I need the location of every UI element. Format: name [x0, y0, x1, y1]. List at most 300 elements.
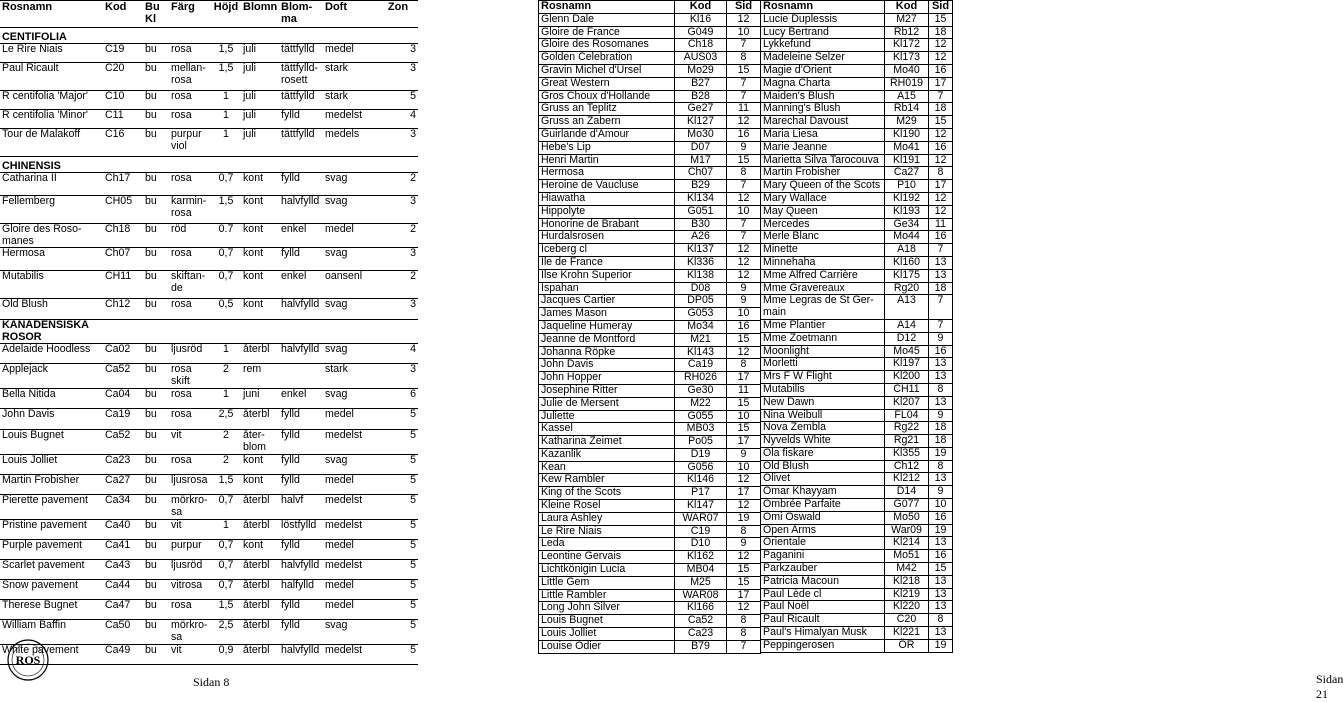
- index-code: Rg21: [885, 435, 929, 448]
- index-name: Mme Plantier: [761, 319, 885, 332]
- index-page: 7: [929, 244, 953, 257]
- index-page: 10: [929, 499, 953, 512]
- index-code: M17: [675, 154, 727, 167]
- cell-zone: 3: [378, 248, 418, 271]
- index-row: [761, 447, 953, 460]
- index-name: Minnehaha: [761, 256, 885, 269]
- index-page: 16: [929, 345, 953, 358]
- cell-zone: 4: [378, 344, 418, 364]
- index-row: [539, 52, 761, 65]
- index-code: Kl221: [885, 627, 929, 640]
- index-code: Ch18: [675, 39, 727, 52]
- cell-bu-kl: bu: [143, 224, 169, 248]
- cell-color: vitrosa: [169, 580, 211, 600]
- index-page: 12: [727, 13, 761, 26]
- cell-code: Ca49: [103, 645, 143, 665]
- index-name: Lichtkönigin Lucia: [539, 564, 675, 577]
- cell-code: Ca50: [103, 620, 143, 645]
- index-name: Marietta Silva Tarocouva: [761, 154, 885, 167]
- cell-code: C20: [103, 63, 143, 91]
- cell-bloom-time: kont: [241, 475, 279, 495]
- index-name: Mutabilis: [761, 383, 885, 396]
- index-name: Ile de France: [539, 256, 675, 269]
- index-code: Kl220: [885, 601, 929, 614]
- index-page: 19: [929, 639, 953, 652]
- index-page: 7: [727, 39, 761, 52]
- index-row: [539, 525, 761, 538]
- index-page: 13: [929, 269, 953, 282]
- index-page: 8: [727, 628, 761, 641]
- table-row: [0, 520, 418, 540]
- index-row: [539, 77, 761, 90]
- index-row: [761, 116, 953, 129]
- cell-height: 1: [211, 129, 241, 157]
- cell-height: 0,7: [211, 271, 241, 299]
- index-page: 18: [929, 26, 953, 39]
- index-code: D19: [675, 448, 727, 461]
- index-row: [761, 537, 953, 550]
- index-code: B30: [675, 218, 727, 231]
- index-name: Lucy Bertrand: [761, 26, 885, 39]
- cell-bu-kl: bu: [143, 389, 169, 409]
- cell-code: Ca27: [103, 475, 143, 495]
- cell-bloom-form: tättfylld- rosett: [279, 63, 323, 91]
- index-row: [539, 423, 761, 436]
- cell-zone: 3: [378, 44, 418, 63]
- index-code: D12: [885, 332, 929, 345]
- cell-bloom-form: fylld: [279, 620, 323, 645]
- index-row: [761, 435, 953, 448]
- cell-bloom-time: återbl: [241, 409, 279, 430]
- cell-code: Ch18: [103, 224, 143, 248]
- index-name: Gros Choux d'Hollande: [539, 90, 675, 103]
- index-row: [539, 282, 761, 295]
- cell-height: 1,5: [211, 63, 241, 91]
- index-row: [761, 486, 953, 499]
- column-header-code: Kod: [103, 1, 143, 28]
- index-name: Paul Ricault: [761, 614, 885, 627]
- cell-bu-kl: bu: [143, 110, 169, 129]
- index-code: Kl336: [675, 256, 727, 269]
- index-page: 18: [929, 282, 953, 295]
- index-page: 10: [727, 26, 761, 39]
- cell-code: Ca52: [103, 364, 143, 389]
- table-row: [0, 495, 418, 520]
- table-row: [0, 580, 418, 600]
- index-name: Hiawatha: [539, 192, 675, 205]
- cell-height: 1: [211, 389, 241, 409]
- cell-zone: 3: [378, 63, 418, 91]
- index-code: Kl134: [675, 192, 727, 205]
- index-row: [761, 550, 953, 563]
- cell-bu-kl: bu: [143, 495, 169, 520]
- cell-fragrance: stark: [323, 91, 378, 110]
- index-code: Ca19: [675, 359, 727, 372]
- cell-bu-kl: bu: [143, 409, 169, 430]
- cell-bloom-time: återbl: [241, 560, 279, 580]
- column-header-zone: Zon: [378, 1, 418, 28]
- cell-fragrance: medel: [323, 475, 378, 495]
- cell-bloom-form: fylld: [279, 455, 323, 475]
- cell-color: vit: [169, 520, 211, 540]
- index-row: [539, 640, 761, 653]
- cell-color: rosa: [169, 91, 211, 110]
- cell-bu-kl: bu: [143, 129, 169, 157]
- index-name: Louis Bugnet: [539, 615, 675, 628]
- cell-fragrance: svag: [323, 173, 378, 196]
- index-name: Olivet: [761, 473, 885, 486]
- cell-bloom-time: återbl: [241, 520, 279, 540]
- cell-fragrance: medelst: [323, 560, 378, 580]
- cell-code: Ch07: [103, 248, 143, 271]
- index-name: Kleine Rosel: [539, 500, 675, 513]
- index-code: WAR08: [675, 589, 727, 602]
- cell-bu-kl: bu: [143, 364, 169, 389]
- cell-bu-kl: bu: [143, 600, 169, 620]
- index-page: 9: [727, 282, 761, 295]
- cell-fragrance: oansenl: [323, 271, 378, 299]
- table-row: [0, 344, 418, 364]
- index-row: [761, 383, 953, 396]
- cell-code: Ca04: [103, 389, 143, 409]
- index-page: 16: [929, 64, 953, 77]
- column-header-color: Färg: [169, 1, 211, 28]
- index-code: C19: [675, 525, 727, 538]
- cell-color: vit: [169, 430, 211, 455]
- cell-bloom-form: halvfylld: [279, 344, 323, 364]
- page-number-right: Sidan 21: [1316, 672, 1343, 701]
- index-name: Magie d'Orient: [761, 64, 885, 77]
- cell-color: skiftan- de: [169, 271, 211, 299]
- cell-rose-name: Tour de Malakoff: [0, 129, 103, 157]
- index-code: Ch07: [675, 167, 727, 180]
- cell-zone: 5: [378, 620, 418, 645]
- index-code: B29: [675, 180, 727, 193]
- index-row: [539, 500, 761, 513]
- index-page: 12: [727, 602, 761, 615]
- index-page: 15: [727, 397, 761, 410]
- index-page: 16: [727, 128, 761, 141]
- cell-bu-kl: bu: [143, 44, 169, 63]
- index-row: [761, 345, 953, 358]
- index-code: Rb12: [885, 26, 929, 39]
- index-page: 12: [929, 128, 953, 141]
- cell-color: vit: [169, 645, 211, 665]
- index-row: [539, 372, 761, 385]
- cell-fragrance: medel: [323, 409, 378, 430]
- index-page: 15: [727, 564, 761, 577]
- index-row: [761, 358, 953, 371]
- cell-code: Ca02: [103, 344, 143, 364]
- index-code: M21: [675, 333, 727, 346]
- cell-rose-name: John Davis: [0, 409, 103, 430]
- rose-catalog-table: [0, 0, 418, 665]
- index-page: 18: [929, 422, 953, 435]
- index-name: Honorine de Brabant: [539, 218, 675, 231]
- cell-bloom-form: fylld: [279, 248, 323, 271]
- index-code: FL04: [885, 409, 929, 422]
- cell-bu-kl: bu: [143, 91, 169, 110]
- cell-height: 0,7: [211, 560, 241, 580]
- index-name: Orientale: [761, 537, 885, 550]
- index-row: [539, 103, 761, 116]
- index-name: Katharina Zeimet: [539, 436, 675, 449]
- table-row: [0, 645, 418, 665]
- index-code: Kl212: [885, 473, 929, 486]
- index-row: [761, 295, 953, 320]
- index-name: Guirlande d'Amour: [539, 128, 675, 141]
- index-name: Gravin Michel d'Ursel: [539, 64, 675, 77]
- cell-bloom-form: tättfylld: [279, 129, 323, 157]
- index-row: [761, 422, 953, 435]
- index-row: [761, 575, 953, 588]
- cell-height: 1,5: [211, 475, 241, 495]
- index-page: 12: [727, 244, 761, 257]
- index-page: 15: [929, 116, 953, 129]
- index-page: 18: [929, 103, 953, 116]
- index-row: [761, 141, 953, 154]
- cell-bu-kl: bu: [143, 63, 169, 91]
- column-header-fragrance: Doft: [323, 1, 378, 28]
- index-code: B27: [675, 77, 727, 90]
- index-code: Kl138: [675, 269, 727, 282]
- cell-fragrance: medelst: [323, 110, 378, 129]
- index-row: [761, 154, 953, 167]
- index-page: 18: [929, 435, 953, 448]
- cell-code: Ca40: [103, 520, 143, 540]
- index-page: 16: [929, 550, 953, 563]
- index-code: Kl207: [885, 396, 929, 409]
- index-page: 15: [929, 13, 953, 26]
- index-row: [761, 231, 953, 244]
- index-name: Madeleine Selzer: [761, 52, 885, 65]
- cell-fragrance: svag: [323, 248, 378, 271]
- index-code: B79: [675, 640, 727, 653]
- cell-code: C11: [103, 110, 143, 129]
- index-row: [761, 103, 953, 116]
- index-name: Louise Odier: [539, 640, 675, 653]
- section-header: [0, 157, 418, 173]
- index-row: [539, 410, 761, 423]
- table-row: [0, 430, 418, 455]
- index-code: Ge30: [675, 384, 727, 397]
- index-name: Paganini: [761, 550, 885, 563]
- cell-fragrance: medelst: [323, 495, 378, 520]
- cell-bloom-time: kont: [241, 196, 279, 224]
- cell-bu-kl: bu: [143, 248, 169, 271]
- index-row: [539, 436, 761, 449]
- cell-bloom-time: åter- blom: [241, 430, 279, 455]
- index-page: 12: [929, 192, 953, 205]
- index-page: 7: [727, 231, 761, 244]
- index-code: Kl173: [885, 52, 929, 65]
- index-code: Mo45: [885, 345, 929, 358]
- index-name: Old Blush: [761, 460, 885, 473]
- cell-code: Ca52: [103, 430, 143, 455]
- index-code: Ge34: [885, 218, 929, 231]
- index-row: [539, 154, 761, 167]
- cell-bloom-form: [279, 364, 323, 389]
- cell-fragrance: medels: [323, 129, 378, 157]
- index-row: [761, 26, 953, 39]
- index-name: Mrs F W Flight: [761, 371, 885, 384]
- table-row: [0, 271, 418, 299]
- cell-height: 0,7: [211, 495, 241, 520]
- index-name: Maria Liesa: [761, 128, 885, 141]
- cell-code: Ca41: [103, 540, 143, 560]
- index-name: Heroine de Vaucluse: [539, 180, 675, 193]
- index-code: Kl137: [675, 244, 727, 257]
- cell-fragrance: medel: [323, 600, 378, 620]
- cell-bloom-time: återbl: [241, 580, 279, 600]
- index-row: [539, 244, 761, 257]
- cell-rose-name: Applejack: [0, 364, 103, 389]
- index-row: [761, 319, 953, 332]
- index-name: Laura Ashley: [539, 512, 675, 525]
- index-row: [539, 13, 761, 26]
- cell-fragrance: svag: [323, 344, 378, 364]
- cell-bu-kl: bu: [143, 520, 169, 540]
- cell-bloom-form: halvfylld: [279, 196, 323, 224]
- table-row: [0, 248, 418, 271]
- index-row: [539, 487, 761, 500]
- index-name: John Hopper: [539, 372, 675, 385]
- cell-fragrance: medelst: [323, 430, 378, 455]
- index-page: 7: [727, 90, 761, 103]
- cell-rose-name: Old Blush: [0, 299, 103, 320]
- index-code: B28: [675, 90, 727, 103]
- cell-height: 1,5: [211, 600, 241, 620]
- index-name: Maiden's Blush: [761, 90, 885, 103]
- index-row: [539, 231, 761, 244]
- index-code: Mo44: [885, 231, 929, 244]
- cell-bloom-form: fylld: [279, 600, 323, 620]
- cell-height: 2: [211, 455, 241, 475]
- index-row: [539, 90, 761, 103]
- index-code: M22: [675, 397, 727, 410]
- index-row: [539, 615, 761, 628]
- rose-index-table-1: [538, 0, 761, 654]
- index-name: Little Rambler: [539, 589, 675, 602]
- cell-color: rosa: [169, 248, 211, 271]
- index-row: [539, 576, 761, 589]
- index-page: 10: [727, 410, 761, 423]
- cell-bloom-time: juli: [241, 129, 279, 157]
- index-code: A13: [885, 295, 929, 320]
- index-page: 11: [727, 384, 761, 397]
- index-page: 13: [929, 396, 953, 409]
- section-header: [0, 28, 418, 44]
- index-code: G056: [675, 461, 727, 474]
- index-page: 12: [929, 52, 953, 65]
- cell-rose-name: Martin Frobisher: [0, 475, 103, 495]
- cell-zone: 5: [378, 430, 418, 455]
- index-row: [761, 588, 953, 601]
- cell-rose-name: Hermosa: [0, 248, 103, 271]
- index-code: Mo34: [675, 320, 727, 333]
- index-name: Mme Legras de St Ger- main: [761, 295, 885, 320]
- index-name: Lucie Duplessis: [761, 13, 885, 26]
- table-row: [0, 196, 418, 224]
- cell-zone: 3: [378, 364, 418, 389]
- index-code: D07: [675, 141, 727, 154]
- index-row: [761, 192, 953, 205]
- index-code: Kl193: [885, 205, 929, 218]
- index-page: 16: [929, 231, 953, 244]
- index-name: James Mason: [539, 308, 675, 321]
- index-code: M27: [885, 13, 929, 26]
- index-name: Gruss an Zabern: [539, 116, 675, 129]
- index-page: 12: [929, 154, 953, 167]
- cell-color: karmin- rosa: [169, 196, 211, 224]
- cell-zone: 2: [378, 173, 418, 196]
- cell-bu-kl: bu: [143, 430, 169, 455]
- cell-zone: 5: [378, 475, 418, 495]
- index-name: Long John Silver: [539, 602, 675, 615]
- index-name: Paul Noël: [761, 601, 885, 614]
- index-header-name: Rosnamn: [761, 1, 885, 14]
- index-name: Juliette: [539, 410, 675, 423]
- cell-bloom-time: återbl: [241, 620, 279, 645]
- index-name: Omar Khayyam: [761, 486, 885, 499]
- rose-index-table-2: [760, 0, 953, 653]
- index-row: [539, 628, 761, 641]
- cell-rose-name: Louis Jolliet: [0, 455, 103, 475]
- table-row: [0, 409, 418, 430]
- index-row: [761, 409, 953, 422]
- index-page: 11: [727, 103, 761, 116]
- cell-height: 0,7: [211, 540, 241, 560]
- cell-bloom-form: enkel: [279, 389, 323, 409]
- cell-height: 1: [211, 91, 241, 110]
- index-page: 12: [929, 39, 953, 52]
- index-name: Mme Gravereaux: [761, 282, 885, 295]
- cell-bu-kl: bu: [143, 196, 169, 224]
- index-code: Kl191: [885, 154, 929, 167]
- index-code: Ca27: [885, 167, 929, 180]
- index-row: [761, 601, 953, 614]
- index-code: Kl146: [675, 474, 727, 487]
- cell-color: rosa: [169, 409, 211, 430]
- index-row: [761, 460, 953, 473]
- cell-bloom-form: löstfylld: [279, 520, 323, 540]
- cell-zone: 4: [378, 110, 418, 129]
- column-header-height: Höjd: [211, 1, 241, 28]
- section-title: KANADENSISKA ROSOR: [0, 320, 418, 344]
- index-name: Magna Charta: [761, 77, 885, 90]
- index-name: Minette: [761, 244, 885, 257]
- index-row: [539, 474, 761, 487]
- index-name: Le Rire Niais: [539, 525, 675, 538]
- left-page: [0, 0, 418, 689]
- cell-code: Ca23: [103, 455, 143, 475]
- index-page: 12: [727, 500, 761, 513]
- cell-rose-name: R centifolia 'Major': [0, 91, 103, 110]
- index-name: Marechal Davoust: [761, 116, 885, 129]
- cell-bloom-form: tättfylld: [279, 91, 323, 110]
- index-name: Omi Oswald: [761, 511, 885, 524]
- cell-code: Ca34: [103, 495, 143, 520]
- index-name: Glenn Dale: [539, 13, 675, 26]
- index-row: [761, 511, 953, 524]
- index-row: [539, 180, 761, 193]
- cell-bloom-form: fylld: [279, 430, 323, 455]
- cell-color: ljusröd: [169, 560, 211, 580]
- index-header-code: Kod: [675, 1, 727, 14]
- index-name: Merle Blanc: [761, 231, 885, 244]
- index-header-page: Sid: [929, 1, 953, 14]
- cell-color: rosa: [169, 389, 211, 409]
